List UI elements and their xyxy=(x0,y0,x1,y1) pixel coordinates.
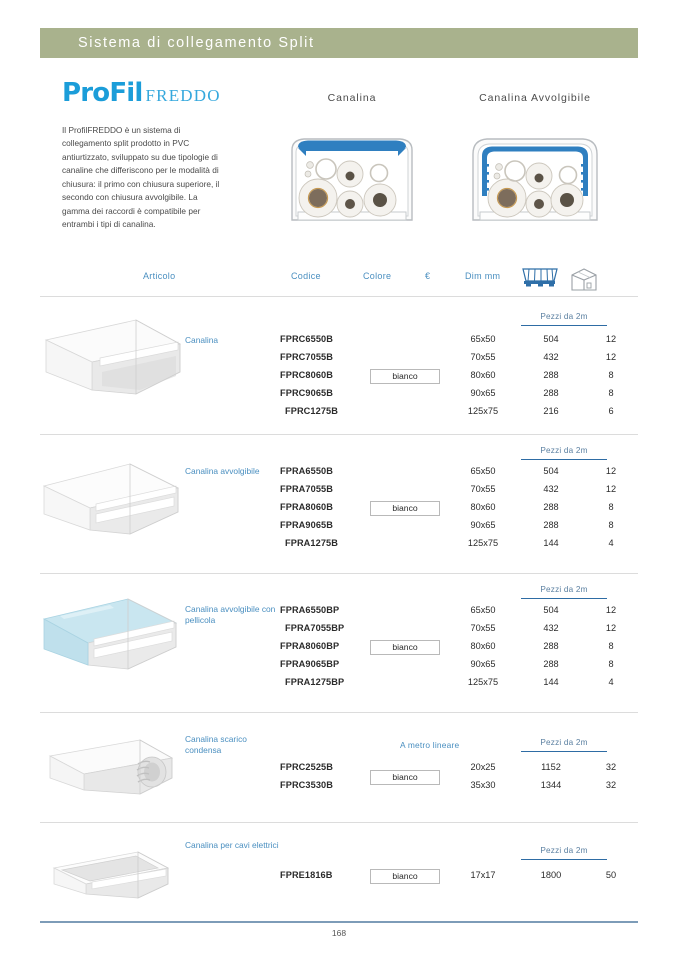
table-row xyxy=(40,406,638,425)
profilfreddo-logo xyxy=(62,80,262,106)
product-qty-box: 4 xyxy=(608,677,614,687)
product-dim: 90x65 xyxy=(470,520,496,530)
product-dim: 125x75 xyxy=(467,406,499,416)
product-qty-pallet: 504 xyxy=(543,334,559,344)
product-code: FPRA9065BP xyxy=(280,659,340,669)
product-qty-pallet: 1152 xyxy=(541,762,561,772)
product-section xyxy=(40,300,638,430)
product-qty-pallet: 432 xyxy=(543,484,559,494)
product-code: FPRC7055B xyxy=(280,352,333,362)
table-row xyxy=(40,352,638,371)
product-code: FPRA6550BP xyxy=(280,605,340,615)
product-section xyxy=(40,577,638,705)
product-qty-pallet: 144 xyxy=(543,677,559,687)
product-dim: 65x50 xyxy=(470,466,496,476)
product-dim: 65x50 xyxy=(470,334,496,344)
table-row xyxy=(40,370,638,389)
section-separator xyxy=(40,822,638,823)
product-code: FPRC6550B xyxy=(280,334,333,344)
diagram-canalina xyxy=(282,92,422,232)
product-qty-pallet: 1344 xyxy=(540,780,562,790)
brand-intro-block xyxy=(62,80,262,232)
product-qty-box: 8 xyxy=(608,659,614,669)
product-qty-box: 12 xyxy=(605,623,617,633)
table-row xyxy=(40,520,638,539)
page-number: 168 xyxy=(331,928,347,938)
pezzi-rule xyxy=(521,751,607,752)
product-qty-box: 32 xyxy=(605,762,617,772)
product-dim: 70x55 xyxy=(470,623,496,633)
table-row xyxy=(40,466,638,485)
pezzi-label: Pezzi da 2m xyxy=(540,312,588,321)
product-dim: 80x60 xyxy=(470,641,496,651)
product-qty-pallet: 288 xyxy=(543,659,559,669)
pezzi-label: Pezzi da 2m xyxy=(540,585,588,594)
product-qty-pallet: 288 xyxy=(543,370,559,380)
table-row xyxy=(40,334,638,353)
product-qty-box: 4 xyxy=(608,538,614,548)
page-title: Sistema di collegamento Split xyxy=(78,35,315,51)
color-badge-bianco: bianco xyxy=(370,501,440,516)
product-section xyxy=(40,716,638,816)
column-header-dim-mm: Dim mm xyxy=(465,271,501,281)
product-section xyxy=(40,826,638,916)
product-qty-box: 12 xyxy=(605,352,617,362)
product-qty-box: 12 xyxy=(605,605,617,615)
product-qty-box: 12 xyxy=(605,466,617,476)
diagram-caption: Canalina Avvolgibile xyxy=(479,92,591,104)
product-dim: 80x60 xyxy=(470,370,496,380)
diagram-canalina-avvolgibile xyxy=(450,92,620,232)
section-separator xyxy=(40,296,638,297)
product-dim: 70x55 xyxy=(470,484,496,494)
product-qty-pallet: 1800 xyxy=(540,870,562,880)
pezzi-rule xyxy=(521,325,607,326)
section-separator xyxy=(40,712,638,713)
product-code: FPRC9065B xyxy=(280,388,333,398)
product-name: Canalina per cavi elettrici xyxy=(185,840,279,850)
product-qty-pallet: 288 xyxy=(543,388,559,398)
product-code: FPRC2525B xyxy=(280,762,333,772)
table-row xyxy=(40,502,638,521)
logo-main-text: ProFil xyxy=(62,78,143,108)
product-dim: 65x50 xyxy=(470,605,496,615)
product-qty-box: 8 xyxy=(608,502,614,512)
table-row xyxy=(40,659,638,678)
column-header-articolo: Articolo xyxy=(143,271,176,281)
product-code: FPRA1275BP xyxy=(285,677,345,687)
product-code: FPRE1816B xyxy=(280,870,333,880)
product-qty-box: 6 xyxy=(608,406,614,416)
product-name: Canalina xyxy=(185,335,219,345)
product-qty-pallet: 432 xyxy=(543,352,559,362)
product-qty-pallet: 432 xyxy=(543,623,559,633)
product-code: FPRA9065B xyxy=(280,520,333,530)
product-dim: 20x25 xyxy=(470,762,496,772)
product-qty-pallet: 144 xyxy=(543,538,559,548)
box-icon xyxy=(568,266,600,299)
product-section xyxy=(40,438,638,568)
table-row xyxy=(40,780,638,799)
product-name: Canalina scarico condensa xyxy=(185,734,247,756)
table-row xyxy=(40,870,638,889)
product-code: FPRA8060B xyxy=(280,502,333,512)
product-qty-box: 32 xyxy=(605,780,617,790)
pezzi-rule xyxy=(521,598,607,599)
product-qty-pallet: 288 xyxy=(543,502,559,512)
pezzi-rule xyxy=(521,859,607,860)
table-row xyxy=(40,641,638,660)
product-qty-pallet: 216 xyxy=(543,406,559,416)
product-qty-pallet: 504 xyxy=(543,466,559,476)
table-row xyxy=(40,762,638,781)
section-separator xyxy=(40,573,638,574)
product-qty-box: 8 xyxy=(608,520,614,530)
footer-rule xyxy=(40,921,638,923)
page-header-banner xyxy=(40,28,638,58)
table-row xyxy=(40,605,638,624)
rollup-trunking-cross-section-icon xyxy=(465,120,605,232)
table-row xyxy=(40,677,638,696)
product-code: FPRA7055B xyxy=(280,484,333,494)
trunking-cross-section-icon xyxy=(284,120,420,232)
column-header-colore: Colore xyxy=(363,271,392,281)
pallet-icon xyxy=(521,266,559,293)
product-code: FPRA8060BP xyxy=(280,641,340,651)
product-dim: 70x55 xyxy=(470,352,496,362)
color-badge-bianco: bianco xyxy=(370,869,440,884)
product-dim: 90x65 xyxy=(470,388,496,398)
column-header-euro: € xyxy=(425,271,431,281)
product-qty-box: 50 xyxy=(605,870,617,880)
table-row xyxy=(40,538,638,557)
product-qty-pallet: 288 xyxy=(543,520,559,530)
product-qty-box: 8 xyxy=(608,641,614,651)
section-separator xyxy=(40,434,638,435)
metro-lineare-label: A metro lineare xyxy=(400,740,460,750)
pezzi-label: Pezzi da 2m xyxy=(540,738,588,747)
product-code: FPRA1275B xyxy=(285,538,338,548)
product-qty-pallet: 288 xyxy=(543,641,559,651)
product-code: FPRC8060B xyxy=(280,370,333,380)
table-row xyxy=(40,484,638,503)
pezzi-rule xyxy=(521,459,607,460)
pezzi-label: Pezzi da 2m xyxy=(540,846,588,855)
product-dim: 125x75 xyxy=(467,538,499,548)
product-code: FPRA7055BP xyxy=(285,623,345,633)
product-code: FPRC1275B xyxy=(285,406,338,416)
color-badge-bianco: bianco xyxy=(370,770,440,785)
table-row xyxy=(40,623,638,642)
table-row xyxy=(40,388,638,407)
color-badge-bianco: bianco xyxy=(370,369,440,384)
diagram-caption: Canalina xyxy=(327,92,377,104)
product-dim: 17x17 xyxy=(470,870,496,880)
product-code: FPRC3530B xyxy=(280,780,333,790)
product-dim: 125x75 xyxy=(467,677,499,687)
product-name: Canalina avvolgibile con pellicola xyxy=(185,604,276,626)
product-name: Canalina avvolgibile xyxy=(185,466,260,476)
brand-description: Il ProfilFREDDO è un sistema di collegamento split prodotto in PVC antiurtizzato, sviluppato su due tipologie di canaline che differiscono per le modalità di chiusura: il primo con chiusura superiore, il secondo con chiusura avvolgibile. La gamma dei raccordi è compatibile per entrambi i tipi di canalina. xyxy=(62,125,220,230)
product-qty-box: 8 xyxy=(608,388,614,398)
logo-sub-text: FREDDO xyxy=(145,86,221,105)
color-badge-bianco: bianco xyxy=(370,640,440,655)
product-dim: 90x65 xyxy=(470,659,496,669)
product-dim: 80x60 xyxy=(470,502,496,512)
product-qty-box: 12 xyxy=(605,334,617,344)
product-qty-box: 12 xyxy=(605,484,617,494)
pezzi-label: Pezzi da 2m xyxy=(540,446,588,455)
column-header-codice: Codice xyxy=(291,271,321,281)
product-qty-box: 8 xyxy=(608,370,614,380)
product-code: FPRA6550B xyxy=(280,466,333,476)
product-dim: 35x30 xyxy=(470,780,496,790)
product-qty-pallet: 504 xyxy=(543,605,559,615)
